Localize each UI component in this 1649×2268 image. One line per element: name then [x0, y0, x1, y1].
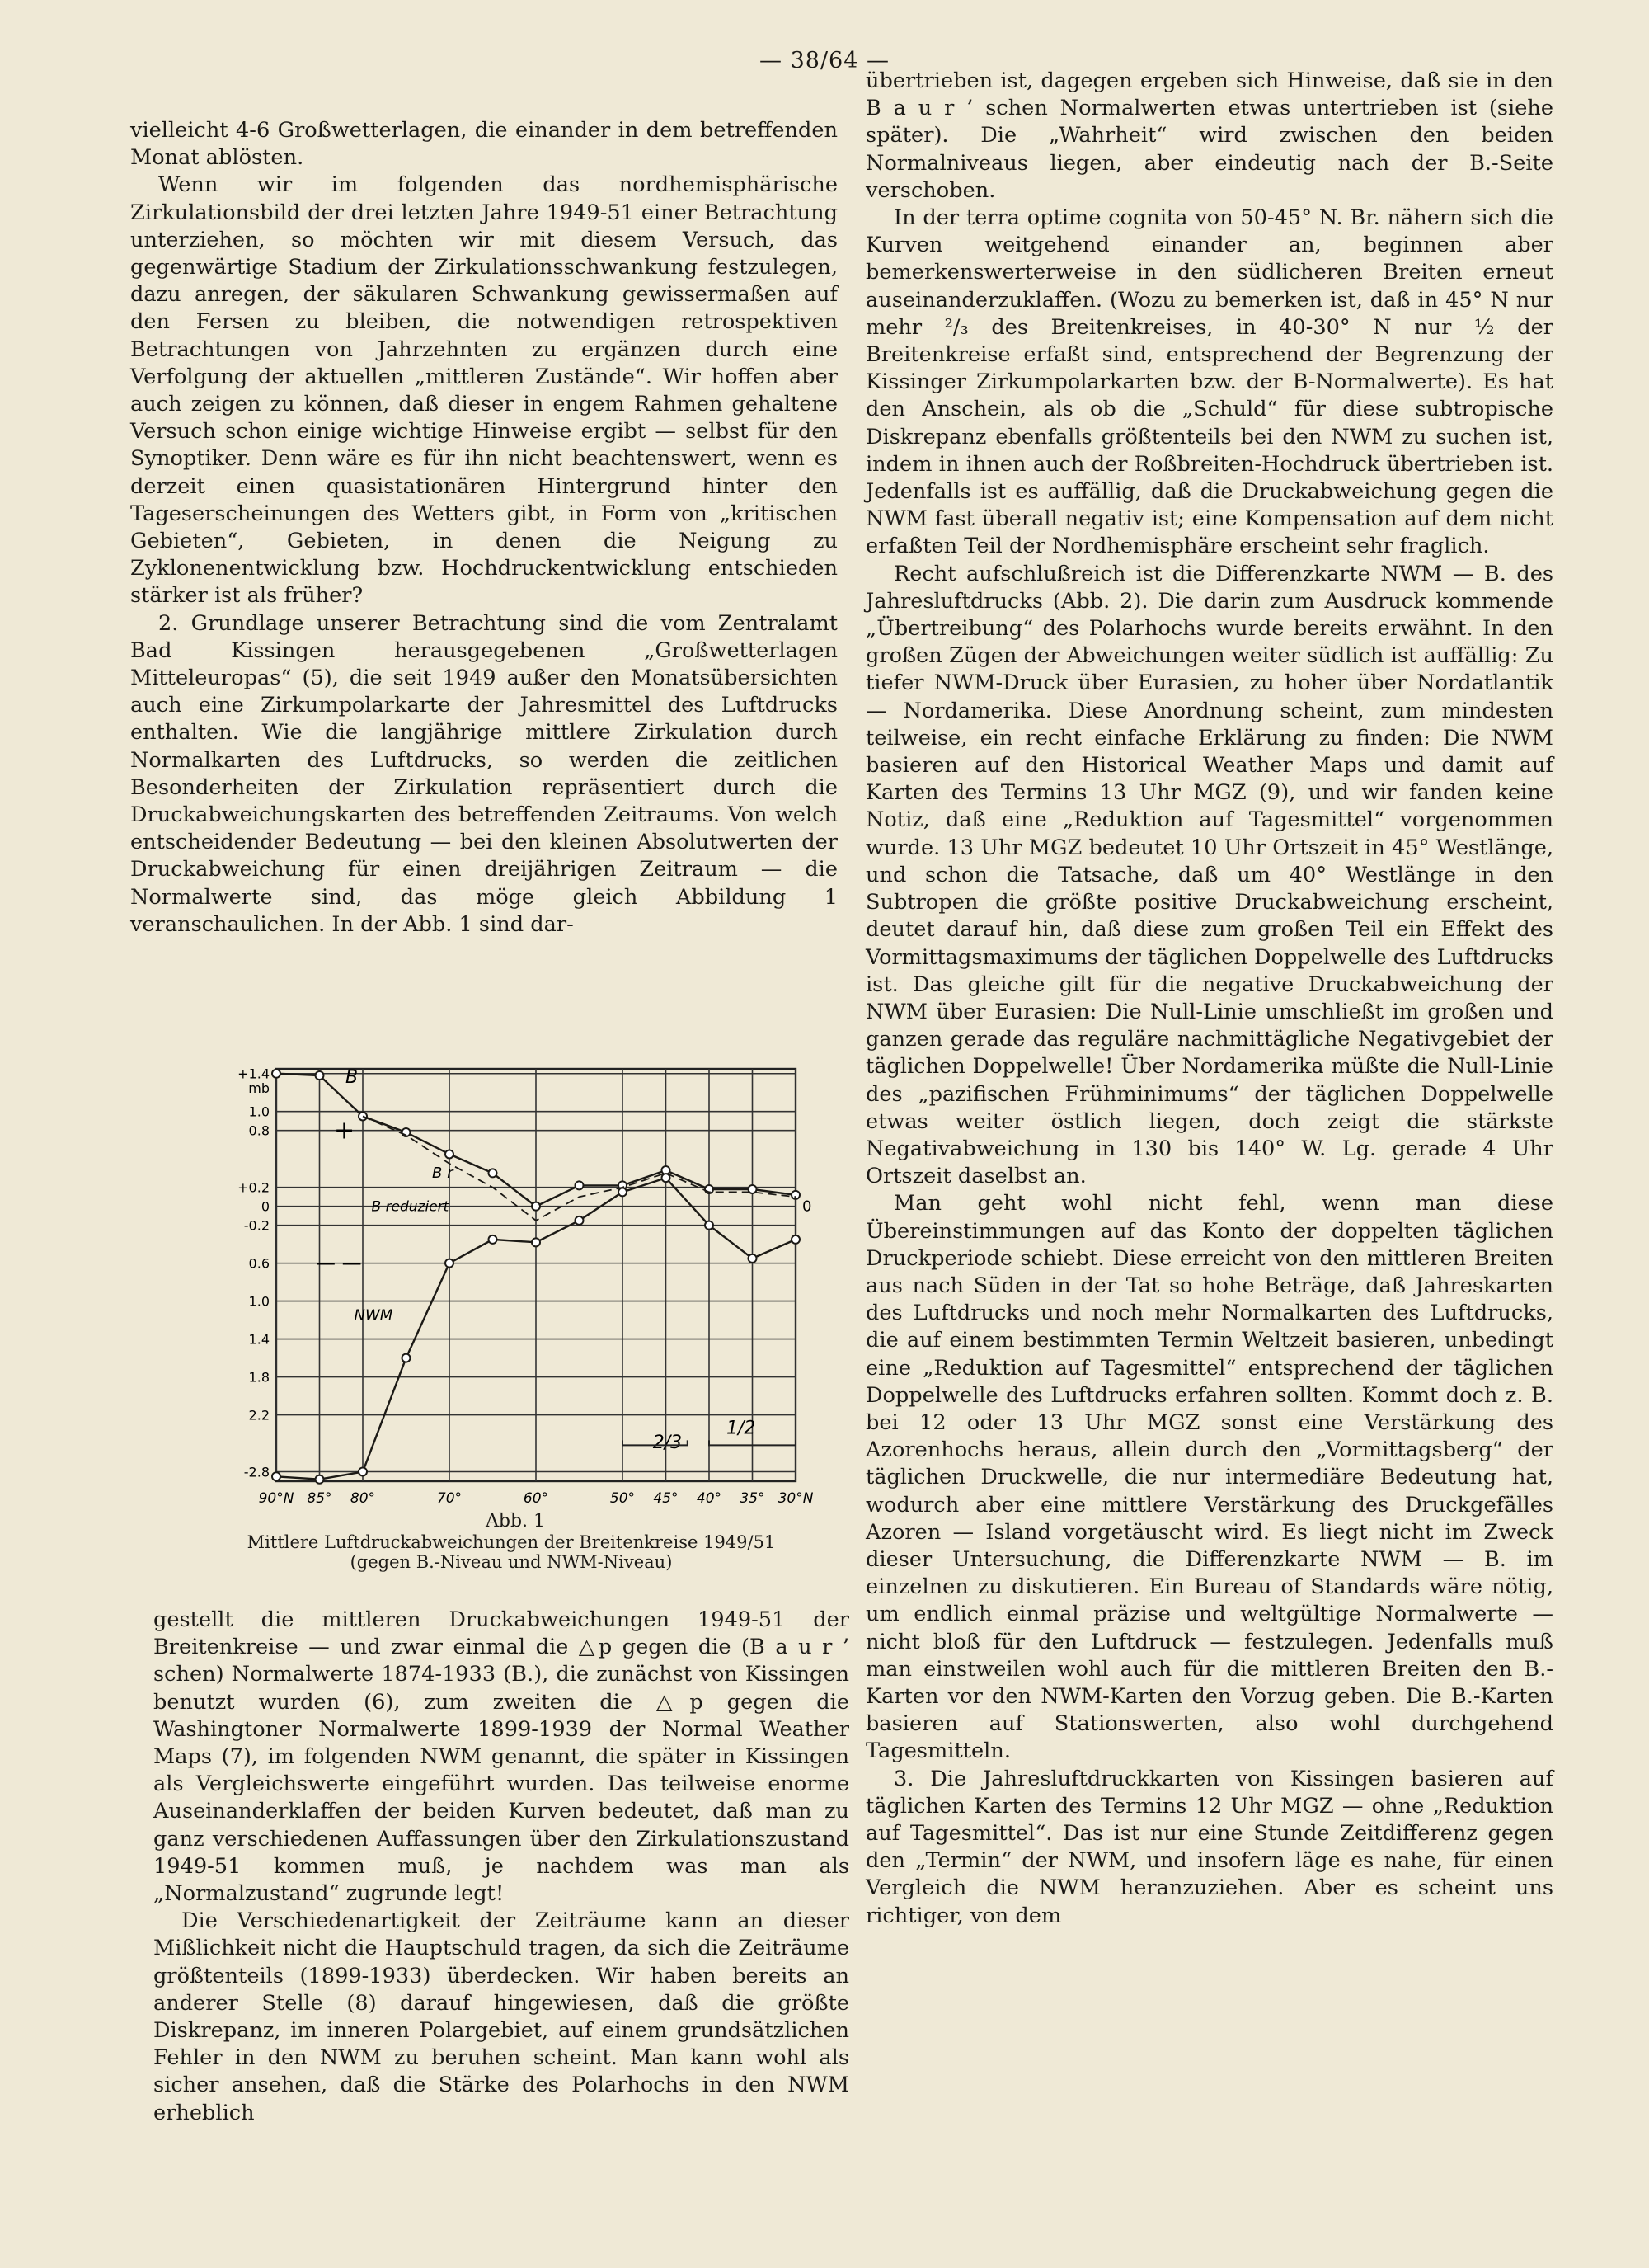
chart-annotation: B r — [432, 1165, 453, 1183]
y-tick-label: 1.0 — [248, 1103, 270, 1120]
x-tick-label: 45° — [653, 1490, 679, 1507]
chart-annotation: B — [345, 1067, 359, 1089]
paragraph: Die Verschiedenartigkeit der Zeiträume kann an dieser Mißlichkeit nicht die Hauptschuld tragen, da sich die Zeiträume größtenteils (1899-1933) überdecken. Wir haben bereits an anderer Stelle (8) darauf hingewiesen, daß die größte Diskrepanz, im inneren Polargebiet, auf einem grundsätzlichen Fehler in den NWM zu beruhen scheint. Man kann wohl als sicher ansehen, daß die Stärke des Polarhochs in den NWM erheblich — [153, 1908, 849, 2125]
paragraph: Recht aufschlußreich ist die Differenzkarte NWM — B. des Jahresluftdrucks (Abb. 2). Die darin zum Ausdruck kommende „Übertreibung“ des Polarhochs wurde bereits erwähnt. In den großen Zügen der Abweichungen weiter südlich ist auffällig: Zu tiefer NWM-Druck über Eurasien, zu hoher über Nordatlantik — Nordamerika. Diese Anordnung scheint, zum mindesten teilweise, ein recht einfache Erklärung zu finden: Die NWM basieren auf den Historical Weather Maps und damit auf Karten des Termins 13 Uhr MGZ (9), und wir fanden keine Notiz, daß eine „Reduktion auf Tagesmittel“ vorgenommen wurde. 13 Uhr MGZ bedeutet 10 Uhr Ortszeit in 45° Westlänge, und schon die Tatsache, daß um 40° Westlänge in den Subtropen die größte positive Druckabweichung erscheint, deutet darauf hin, daß diese zum großen Teil ein Effekt des Vormittagsmaximums der täglichen Doppelwelle des Luftdrucks ist. Das gleiche gilt für die negative Druckabweichung der NWM über Eurasien: Die Null-Linie umschließt im großen und ganzen gerade das reguläre nachmittägliche Negativgebiet der täglichen Doppelwelle! Über Nordamerika müßte die Null-Linie des „pazifischen Frühminimums“ der täglichen Doppelwelle etwas weiter östlich liegen, doch zeigt die stärkste Negativabweichung in 130 bis 140° W. Lg. gerade 4 Uhr Ortszeit daselbst an. — [866, 561, 1553, 1189]
data-point-nwm — [316, 1475, 324, 1484]
data-point-b — [576, 1181, 584, 1189]
left-column-top — [130, 117, 838, 939]
data-point-nwm — [359, 1468, 367, 1476]
y-tick-label: +1.4 — [237, 1066, 270, 1082]
data-point-b — [272, 1070, 280, 1078]
x-tick-label: 30°N — [778, 1490, 814, 1507]
data-point-b — [445, 1150, 453, 1158]
paragraph: 2. Grundlage unserer Betrachtung sind die vom Zentralamt Bad Kissingen herausgegebenen „Großwetterlagen Mitteleuropas“ (5), die seit 1949 außer den Monatsübersichten auch eine Zirkumpolarkarte der Jahresmittel des Luftdrucks enthalten. Wie die langjährige mittlere Zirkulation durch Normalkarten des Luftdrucks, so werden die zeitlichen Besonderheiten der Zirkulation repräsentiert durch die Druckabweichungskarten des betreffenden Zeitraums. Von welch entscheidender Bedeutung — bei den kleinen Absolutwerten der Druckabweichung für einen dreijährigen Zeitraum — die Normalwerte sind, das möge gleich Abbildung 1 veranschaulichen. In der Abb. 1 sind dar- — [130, 610, 838, 937]
figure-label: Abb. 1 — [485, 1511, 546, 1532]
data-point-nwm — [662, 1174, 670, 1182]
paragraph: Man geht wohl nicht fehl, wenn man diese Übereinstimmungen auf das Konto der doppelten täglichen Druckperiode schiebt. Diese erreicht von den mittleren Breiten aus nach Süden in der Tat so hohe Beträge, daß Jahreskarten des Luftdrucks und noch mehr Normalkarten des Luftdrucks, die auf einem bestimmten Termin Weltzeit basieren, unbedingt eine „Reduktion auf Tagesmittel“ entsprechend der täglichen Doppelwelle des Luftdrucks erfahren sollten. Kommt doch z. B. bei 12 oder 13 Uhr MGZ sonst eine Verstärkung des Azorenhochs heraus, allein durch den „Vormittagsberg“ der täglichen Druckwelle, die nur intermediäre Bedeutung hat, wodurch aber eine mittlere Verstärkung des Druckgefälles Azoren — Island vorgetäuscht wird. Es liegt nicht im Zweck dieser Untersuchung, die Differenzkarte NWM — B. im einzelnen zu diskutieren. Ein Bureau of Standards wäre nötig, um endlich einmal präzise und weltgültige Normalwerte — nicht bloß für den Luftdruck — festzulegen. Jedenfalls muß man einstweilen wohl auch für die mittleren Breiten den B.-Karten vor den NWM-Karten den Vorzug geben. Die B.-Karten basieren auf Stationswerten, also wohl durchgehend Tagesmitteln. — [866, 1191, 1553, 1764]
paragraph: gestellt die mittleren Druckabweichungen 1949-51 der Breitenkreise — und zwar einmal die △p gegen die (B a u r ’ schen) Normalwerte 1874-1933 (B.), die zunächst von Kissingen benutzt wurden (6), zum zweiten die △p gegen die Washingtoner Normalwerte 1899-1939 der Normal Weather Maps (7), im folgenden NWM genannt, die später in Kissingen als Vergleichswerte eingeführt wurden. Das teilweise enorme Auseinanderklaffen der beiden Kurven bedeutet, daß man zu ganz verschiedenen Auffassungen über den Zirkulationszustand 1949-51 kommen muß, je nachdem was man als „Normalzustand“ zugrunde legt! — [153, 1607, 849, 1907]
y-tick-label: 1.8 — [248, 1369, 270, 1386]
y-tick-label: mb — [248, 1080, 270, 1096]
data-point-nwm — [445, 1259, 453, 1268]
chart-annotation: 1/2 — [726, 1418, 756, 1439]
data-point-nwm — [532, 1238, 540, 1246]
y-tick-label: 0.6 — [248, 1255, 270, 1272]
data-point-b — [792, 1191, 800, 1199]
figure-abb-1 — [169, 1056, 853, 1572]
x-tick-label: 35° — [740, 1490, 765, 1507]
left-column-bottom — [153, 1607, 849, 2127]
chart-annotation: NWM — [354, 1306, 393, 1325]
data-point-b — [316, 1071, 324, 1080]
data-point-nwm — [272, 1472, 280, 1480]
x-tick-label: 85° — [307, 1490, 332, 1507]
chart-annotation: 2/3 — [652, 1432, 683, 1453]
data-point-nwm — [792, 1235, 800, 1244]
data-point-nwm — [705, 1221, 713, 1230]
line-chart — [169, 1056, 853, 1513]
data-point-nwm — [402, 1354, 411, 1362]
x-tick-label: 90°N — [258, 1490, 294, 1507]
paragraph: 3. Die Jahresluftdruckkarten von Kissingen basieren auf täglichen Karten des Termins 12 Uhr MGZ — ohne „Reduktion auf Tagesmittel“. Das ist nur eine Stunde Zeitdifferenz gegen den „Termin“ der NWM, und insofern läge es nahe, für einen Vergleich die NWM heranzuziehen. Aber es scheint uns richtiger, von dem — [866, 1766, 1553, 1928]
caption-line: Mittlere Luftdruckabweichungen der Breitenkreise 1949/51 — [247, 1532, 776, 1552]
y-tick-label: 1.4 — [248, 1331, 270, 1348]
sign-minus: — — — [316, 1251, 362, 1275]
chart-annotation: B reduziert — [371, 1198, 449, 1216]
caption-line: (gegen B.-Niveau und NWM-Niveau) — [350, 1552, 673, 1572]
data-point-nwm — [618, 1188, 627, 1196]
data-point-nwm — [576, 1216, 584, 1225]
x-tick-label: 50° — [609, 1490, 636, 1507]
paragraph: In der terra optime cognita von 50-45° N. Br. nähern sich die Kurven weitgehend einander an, beginnen aber bemerkenswerterweise in den südlicheren Breiten erneut auseinanderzuklaffen. (Wozu zu bemerken ist, daß in 45° N nur mehr ²/₃ des Breitenkreises, in 40-30° N nur ½ der Breitenkreise erfaßt sind, entsprechend der Begrenzung der Kissinger Zirkumpolarkarten bzw. der B-Normalwerte). Es hat den Anschein, als ob die „Schuld“ für diese subtropische Diskrepanz ebenfalls größtenteils bei den NWM zu suchen ist, indem in ihnen auch der Roßbreiten-Hochdruck übertrieben ist. Jedenfalls ist es auffällig, daß die Druckabweichung gegen die NWM fast überall negativ ist; eine Kompensation auf dem nicht erfaßten Teil der Nordhemisphäre erscheint sehr fraglich. — [866, 205, 1553, 559]
paragraph: Wenn wir im folgenden das nordhemisphärische Zirkulationsbild der drei letzten Jahre 1949-51 einer Betrachtung unterziehen, so möchten wir mit diesem Versuch, das gegenwärtige Stadium der Zirkulationsschwankung festzulegen, dazu anregen, der säkularen Schwankung gewissermaßen auf den Fersen zu bleiben, die notwendigen retrospektiven Betrachtungen von Jahrzehnten zu ergänzen durch eine Verfolgung der aktuellen „mittleren Zustände“. Wir hoffen aber auch zeigen zu können, daß dieser in engem Rahmen gehaltene Versuch schon einige wichtige Hinweise ergibt — selbst für den Synoptiker. Denn wäre es für ihn nicht beachtenswert, wenn es derzeit einen quasistationären Hintergrund hinter den Tageserscheinungen des Wetters gibt, in Form von „kritischen Gebieten“, Gebieten, in denen die Neigung zu Zyklonenentwicklung bzw. Hochdruckentwicklung entschieden stärker ist als früher? — [130, 172, 838, 609]
x-tick-label: 40° — [696, 1490, 722, 1507]
data-point-b — [532, 1202, 540, 1211]
y-tick-label: -2.8 — [243, 1464, 270, 1480]
x-tick-label: 60° — [523, 1490, 549, 1507]
x-tick-label: 80° — [350, 1490, 376, 1507]
page-number: — 38/64 — — [759, 48, 890, 73]
sign-plus: + — [334, 1116, 355, 1146]
zero-label: 0 — [802, 1198, 812, 1216]
y-tick-label: 0 — [261, 1198, 270, 1215]
y-tick-label: -0.2 — [243, 1217, 270, 1234]
paragraph: übertrieben ist, dagegen ergeben sich Hinweise, daß sie in den B a u r ’ schen Normalwerten etwas untertrieben ist (siehe später). Die „Wahrheit“ wird zwischen den beiden Normalniveaus liegen, aber eindeutig nach der B.-Seite verschoben. — [866, 68, 1553, 203]
y-tick-label: 0.8 — [248, 1122, 270, 1139]
x-tick-label: 70° — [436, 1490, 463, 1507]
y-tick-label: 1.0 — [248, 1293, 270, 1310]
data-point-b — [489, 1169, 497, 1177]
y-tick-label: +0.2 — [237, 1179, 270, 1196]
data-point-nwm — [749, 1254, 757, 1263]
figure-caption — [169, 1532, 853, 1572]
data-point-nwm — [489, 1235, 497, 1244]
y-tick-label: 2.2 — [248, 1407, 270, 1423]
right-column — [866, 68, 1553, 1930]
data-point-b — [359, 1112, 367, 1120]
paragraph: vielleicht 4-6 Großwetterlagen, die einander in dem betreffenden Monat ablösten. — [130, 118, 838, 171]
